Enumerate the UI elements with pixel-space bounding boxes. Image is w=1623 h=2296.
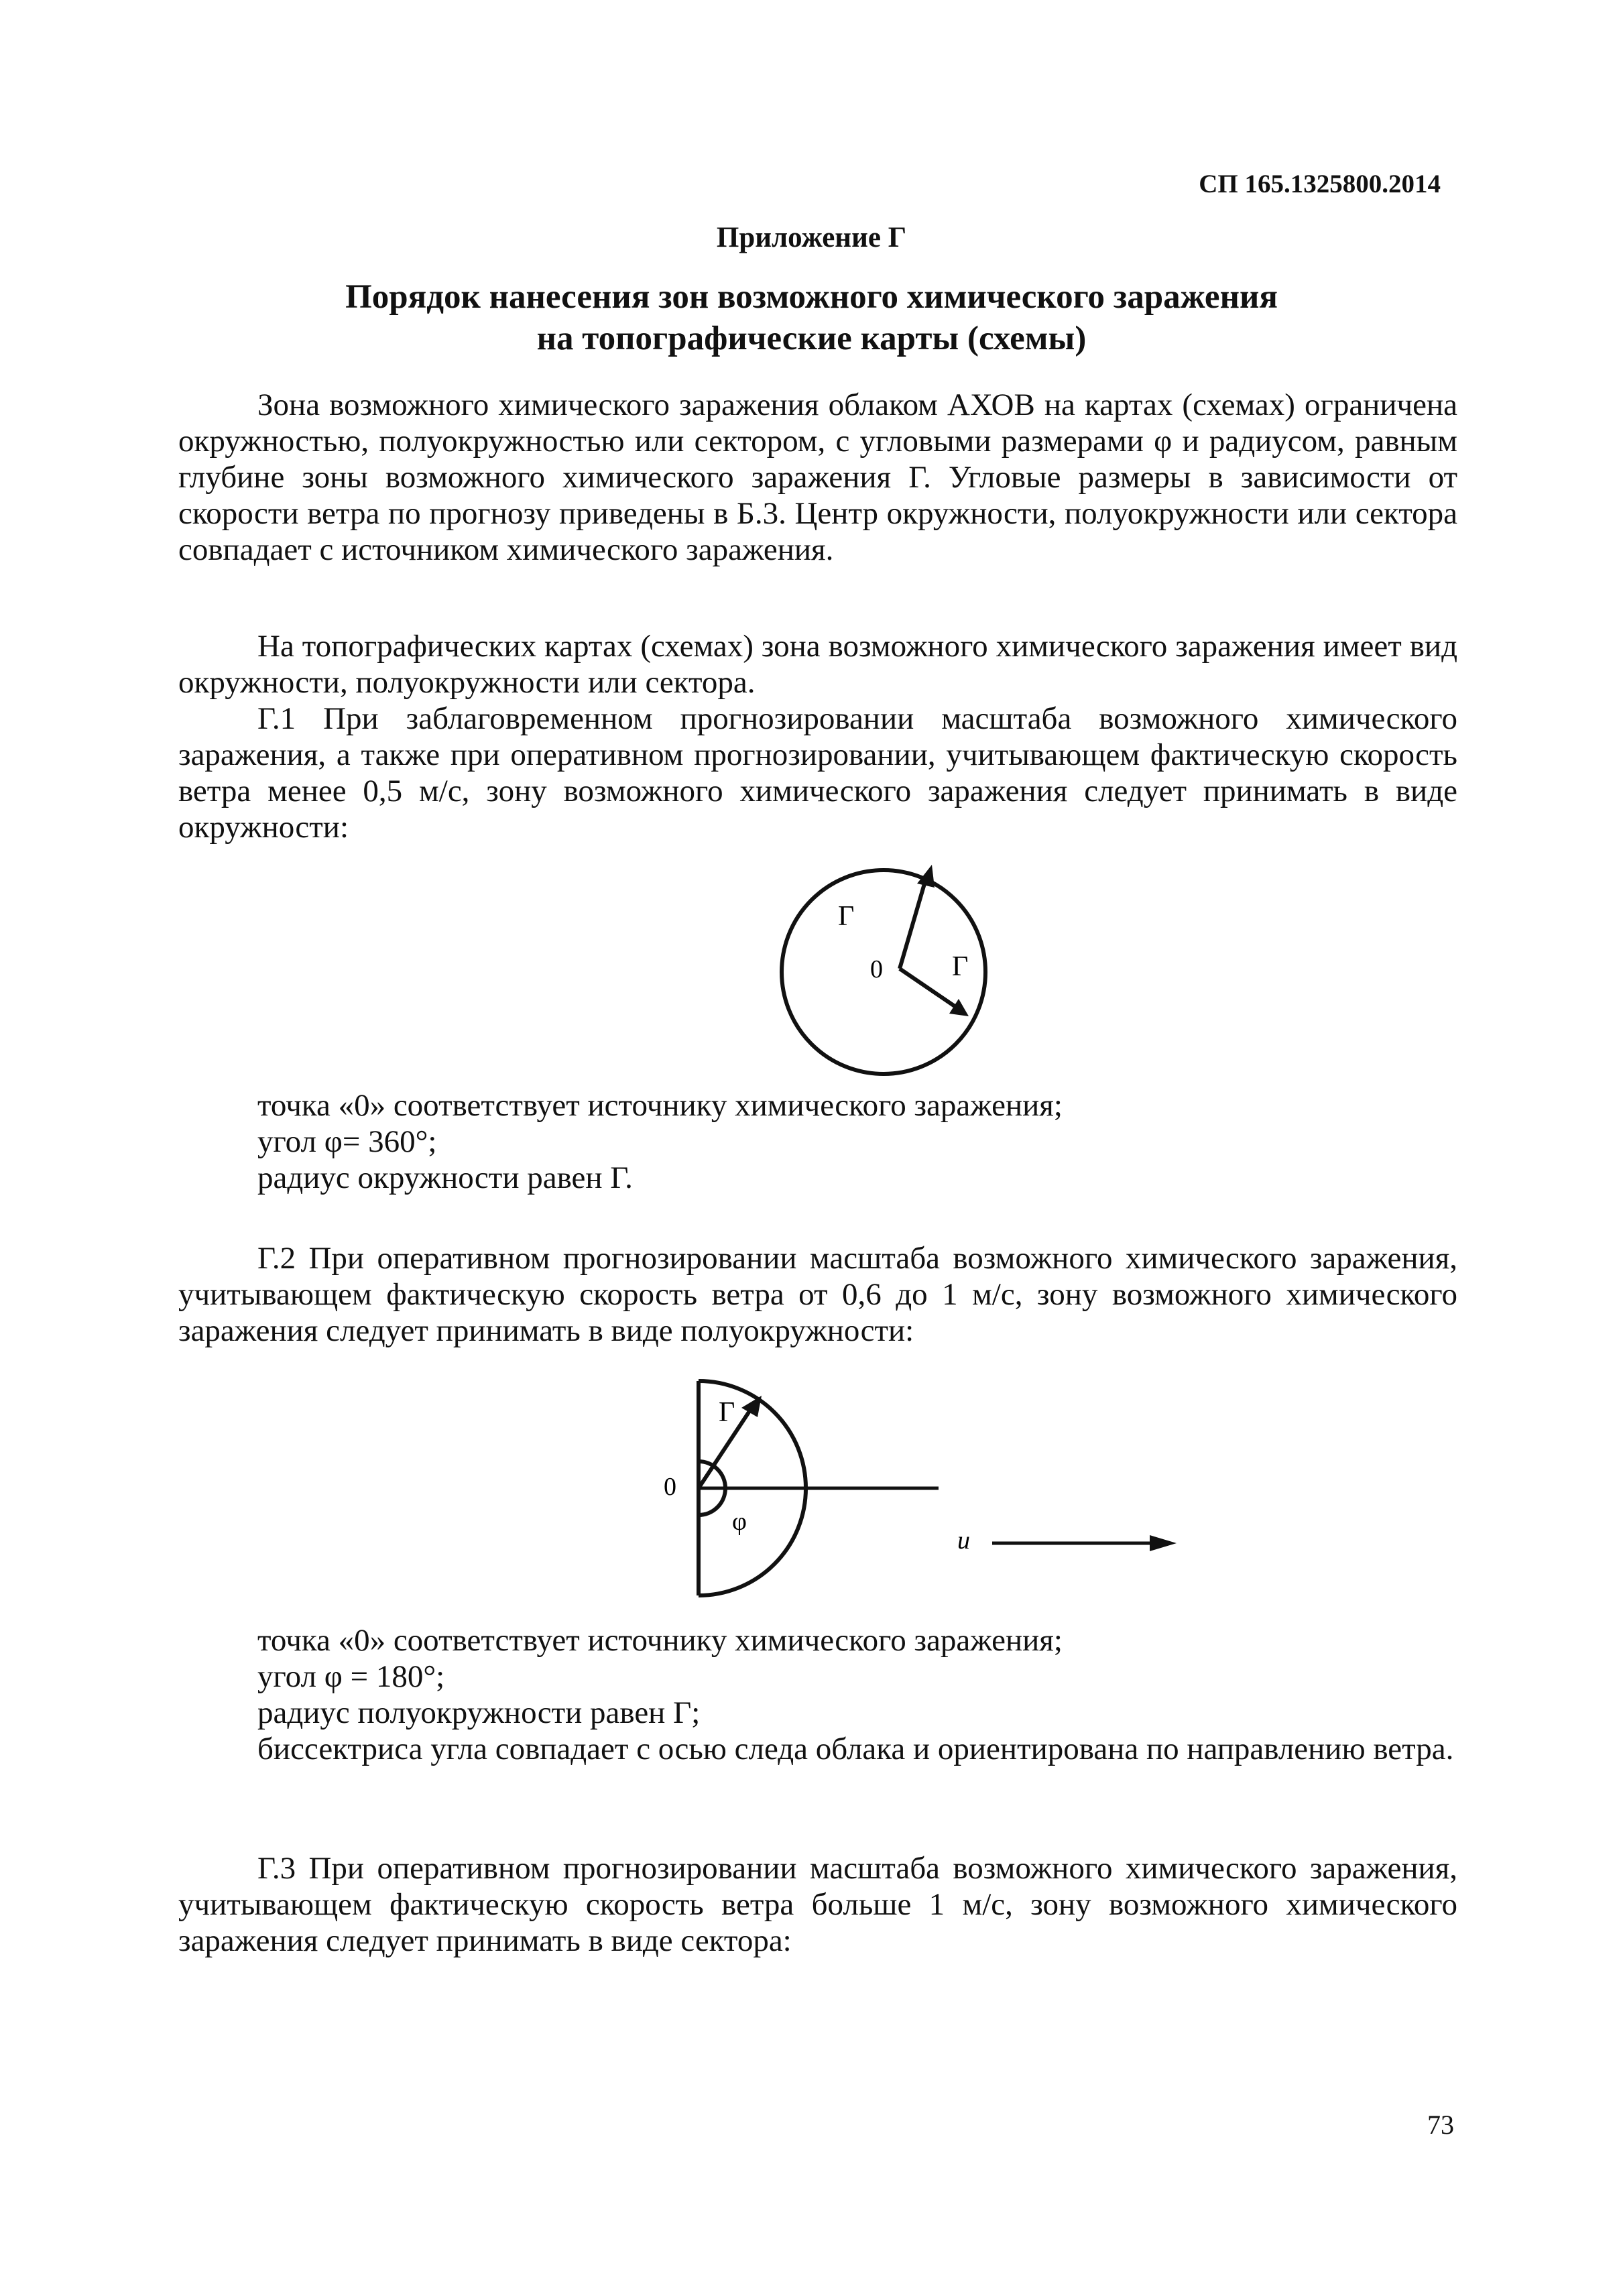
title-line-2: на топографические карты (схемы) bbox=[536, 320, 1087, 357]
radius-arrow-down bbox=[900, 969, 959, 1009]
semicircle-radius-label: Г bbox=[719, 1397, 735, 1428]
radius-arrowhead bbox=[741, 1396, 762, 1417]
semicircle-zone-diagram bbox=[644, 1368, 1207, 1602]
semicircle-center-label: 0 bbox=[664, 1473, 676, 1501]
title-line-1: Порядок нанесения зон возможного химического заражения bbox=[345, 278, 1278, 316]
radius-arrowhead-down bbox=[949, 999, 969, 1016]
circle-note-angle: угол φ= 360°; bbox=[257, 1124, 437, 1159]
circle-radius-label-1: Г bbox=[838, 901, 855, 932]
circle-center-label: 0 bbox=[870, 955, 883, 983]
paragraph-intro: Зона возможного химического заражения облаком АХОВ на картах (схемах) ограничена окружностью, полуокружностью или сектором, с угловыми размерами φ и радиусом, равным глубине зоны возможного химического заражения Г. Угловые размеры в зависимости от скорости ветра по прогнозу приведены в Б.3. Центр окружности, полуокружности или сектора совпадает с источником химического заражения. bbox=[178, 387, 1457, 567]
paragraph-map-shapes: На топографических картах (схемах) зона возможного химического заражения имеет вид окружности, полуокружности или сектора. bbox=[178, 629, 1457, 700]
radius-arrow-up bbox=[900, 877, 926, 969]
semicircle-note-radius: радиус полуокружности равен Г; bbox=[257, 1695, 701, 1730]
paragraph-g3: Г.3 При оперативном прогнозировании масштаба возможного химического заражения, учитывающем фактическую скорость ветра больше 1 м/с, зону возможного химического заражения следует принимать в виде сектора: bbox=[178, 1851, 1457, 1958]
semicircle-note-point: точка «0» соответствует источнику химического заражения; bbox=[257, 1623, 1063, 1658]
paragraph-g2: Г.2 При оперативном прогнозировании масштаба возможного химического заражения, учитывающем фактическую скорость ветра от 0,6 до 1 м/с, зону возможного химического заражения следует принимать в виде полуокружности: bbox=[178, 1241, 1457, 1348]
circle-zone-diagram bbox=[771, 858, 999, 1086]
circle-radius-label-2: Г bbox=[952, 951, 969, 982]
circle-note-point: точка «0» соответствует источнику химического заражения; bbox=[257, 1088, 1063, 1123]
page-title bbox=[201, 276, 1422, 359]
page-number: 73 bbox=[1427, 2110, 1454, 2140]
appendix-label: Приложение Г bbox=[716, 222, 907, 253]
wind-label: u bbox=[957, 1526, 970, 1555]
document-code: СП 165.1325800.2014 bbox=[1199, 170, 1441, 198]
semicircle-note-bisector: биссектриса угла совпадает с осью следа облака и ориентирована по направлению ветра. bbox=[257, 1732, 1454, 1766]
wind-arrowhead bbox=[1150, 1535, 1177, 1551]
semicircle-angle-label: φ bbox=[732, 1508, 747, 1536]
circle-note-radius: радиус окружности равен Г. bbox=[257, 1160, 633, 1195]
semicircle-note-angle: угол φ = 180°; bbox=[257, 1659, 445, 1694]
paragraph-g1: Г.1 При заблаговременном прогнозировании масштаба возможного химического заражения, а также при оперативном прогнозировании, учитывающем фактическую скорость ветра менее 0,5 м/с, зону возможного химического заражения следует принимать в виде окружности: bbox=[178, 701, 1457, 845]
